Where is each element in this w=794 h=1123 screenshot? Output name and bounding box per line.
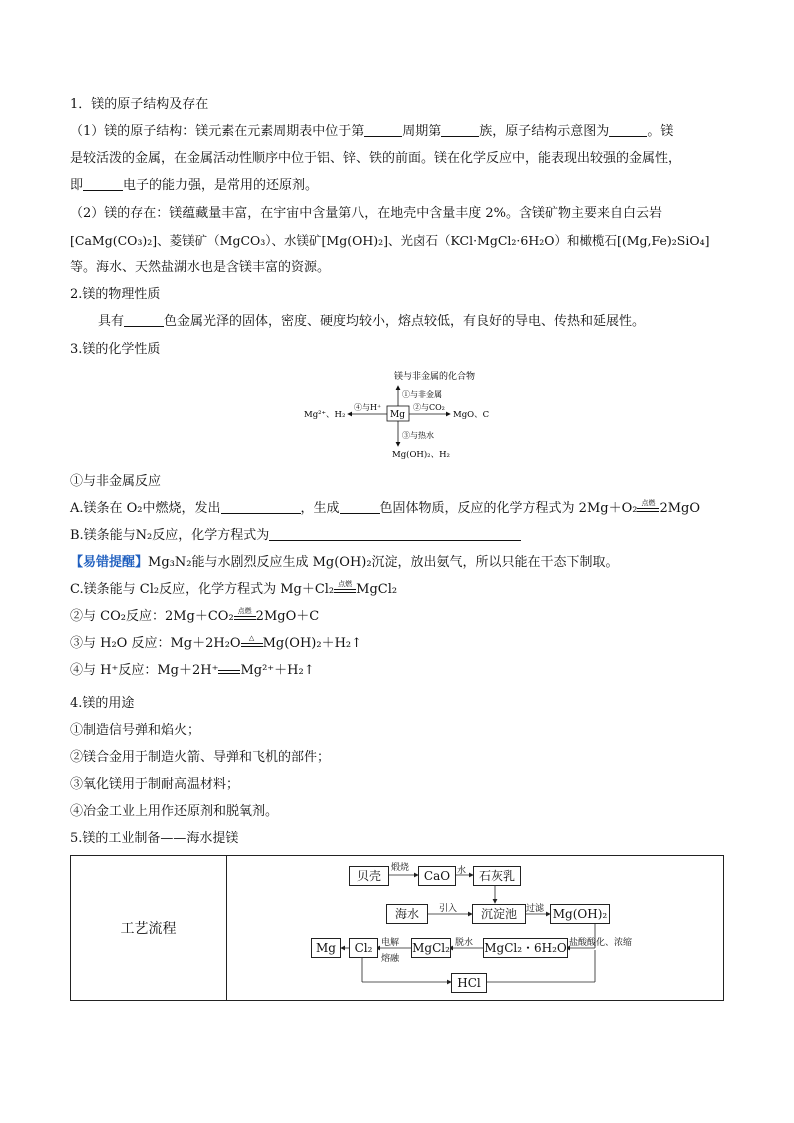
- flow-label-electrolysis: 电解: [381, 938, 400, 948]
- process-row-label: 工艺流程: [71, 856, 227, 1001]
- diagram-top-label: 镁与非金属的化合物: [394, 372, 476, 382]
- s1-p1-line1: （1）镁的原子结构：镁元素在元素周期表中位于第 周期第 族，原子结构示意图为 。镁: [70, 124, 674, 139]
- s1-p2-line1: （2）镁的存在：镁蕴藏量丰富，在宇宙中含量第八，在地壳中含量丰度 2%。含镁矿物主要来自白云岩: [70, 206, 663, 221]
- flow-mgoh2: Mg(OH)₂: [550, 904, 610, 924]
- blank-group[interactable]: [441, 122, 479, 137]
- s1-p2-line3: 等。海水、天然盐湖水也是含镁丰富的资源。: [70, 260, 331, 275]
- s2-body: 具有 色金属光泽的固体，密度、硬度均较小，熔点较低，有良好的导电、传热和延展性。: [98, 314, 646, 329]
- section-1-heading: 1．镁的原子结构及存在: [70, 97, 209, 112]
- diagram-left-product: Mg²⁺、H₂: [304, 410, 346, 420]
- blank-period[interactable]: [364, 122, 402, 137]
- blank-electron[interactable]: [83, 176, 123, 191]
- flow-haishui: 海水: [386, 904, 428, 924]
- flow-label-calcine: 煅烧: [391, 863, 410, 873]
- diagram-label-r4: ④与H⁺: [354, 403, 382, 412]
- flow-shihuiru: 石灰乳: [473, 866, 521, 886]
- flow-label-dehydrate: 脱水: [455, 938, 474, 948]
- blank-n2-equation[interactable]: [269, 526, 521, 541]
- s3-h: ④与 H⁺反应：Mg＋2H⁺ Mg²⁺＋H₂↑: [70, 663, 315, 678]
- blank-diagram[interactable]: [609, 122, 647, 137]
- section-4-heading: 4.镁的用途: [70, 696, 135, 711]
- process-table: [70, 855, 724, 1001]
- diagram-right-product: MgO、C: [453, 410, 490, 420]
- s3-warning: 【易错提醒】Mg₃N₂能与水剧烈反应生成 Mg(OH)₂沉淀，放出氨气，所以只能在干态下制取。: [70, 555, 619, 570]
- flow-label-melt: 熔融: [381, 954, 400, 964]
- section-5-heading: 5.镁的工业制备——海水提镁: [70, 831, 239, 846]
- section-3-heading: 3.镁的化学性质: [70, 342, 161, 357]
- section-2-heading: 2.镁的物理性质: [70, 287, 161, 302]
- blank-solid-color[interactable]: [340, 499, 380, 514]
- flow-mgcl2-6h2o: MgCl₂・6H₂O: [483, 938, 568, 958]
- flow-cao: CaO: [418, 866, 456, 886]
- process-flow-cell: [227, 856, 724, 1001]
- flow-chendianchi: 沉淀池: [472, 904, 526, 924]
- flow-label-water: 水: [457, 866, 467, 876]
- s1-p1-line2: 是较活泼的金属，在金属活动性顺序中位于铝、锌、铁的前面。镁在化学反应中，能表现出较强的金属性，: [70, 151, 682, 166]
- s3-sub1: ①与非金属反应: [70, 474, 162, 489]
- flow-mgcl2: MgCl₂: [411, 938, 451, 958]
- s3-h2o: ③与 H₂O 反应：Mg＋2H₂O △ Mg(OH)₂＋H₂↑: [70, 634, 363, 651]
- s3-co2: ②与 CO₂反应：2Mg＋CO₂ 点燃 2MgO＋C: [70, 607, 320, 624]
- diagram-label-r1: ①与非金属: [402, 390, 442, 399]
- flow-cl2: Cl₂: [349, 938, 378, 958]
- s3-c: C.镁条能与 Cl₂反应，化学方程式为 Mg＋Cl₂ 点燃 MgCl₂: [70, 580, 398, 597]
- diagram-label-r2: ②与CO₂: [413, 403, 445, 412]
- use-item: ③氧化镁用于制耐高温材料；: [70, 777, 240, 792]
- flow-label-acid: 盐酸酸化、浓缩: [569, 938, 633, 948]
- flow-label-filter: 过滤: [526, 904, 545, 914]
- flow-beike: 贝壳: [349, 866, 389, 886]
- use-item: ②镁合金用于制造火箭、导弹和飞机的部件；: [70, 750, 331, 765]
- s3-b: B.镁条能与N₂反应，化学方程式为: [70, 526, 521, 546]
- blank-light[interactable]: [221, 499, 301, 514]
- diagram-center: Mg: [390, 410, 405, 420]
- warning-tag: 【易错提醒】: [70, 555, 149, 570]
- flowchart: [227, 856, 723, 1000]
- use-item: ①制造信号弹和焰火；: [70, 723, 201, 738]
- diagram-label-r3: ③与热水: [402, 431, 434, 440]
- mg-reaction-diagram: [290, 366, 520, 466]
- s3-a: A.镁条在 O₂中燃烧，发出 ，生成 色固体物质，反应的化学方程式为 2Mg＋O₂ 点燃 2MgO: [70, 499, 701, 516]
- blank-color[interactable]: [124, 312, 164, 327]
- s1-p1-line3: 即 电子的能力强，是常用的还原剂。: [70, 178, 319, 193]
- flow-mg: Mg: [311, 938, 341, 958]
- s1-p2-line2: [CaMg(CO₃)₂]、菱镁矿（MgCO₃）、水镁矿[Mg(OH)₂]、光卤石（KCl·MgCl₂·6H₂O）和橄榄石[(Mg,Fe)₂SiO₄]: [70, 233, 710, 248]
- flow-hcl: HCl: [451, 973, 487, 993]
- ignite-condition: 点燃: [637, 501, 659, 512]
- flow-label-inlet: 引入: [439, 904, 458, 914]
- use-item: ④冶金工业上用作还原剂和脱氧剂。: [70, 804, 279, 819]
- diagram-bottom-product: Mg(OH)₂、H₂: [392, 450, 450, 460]
